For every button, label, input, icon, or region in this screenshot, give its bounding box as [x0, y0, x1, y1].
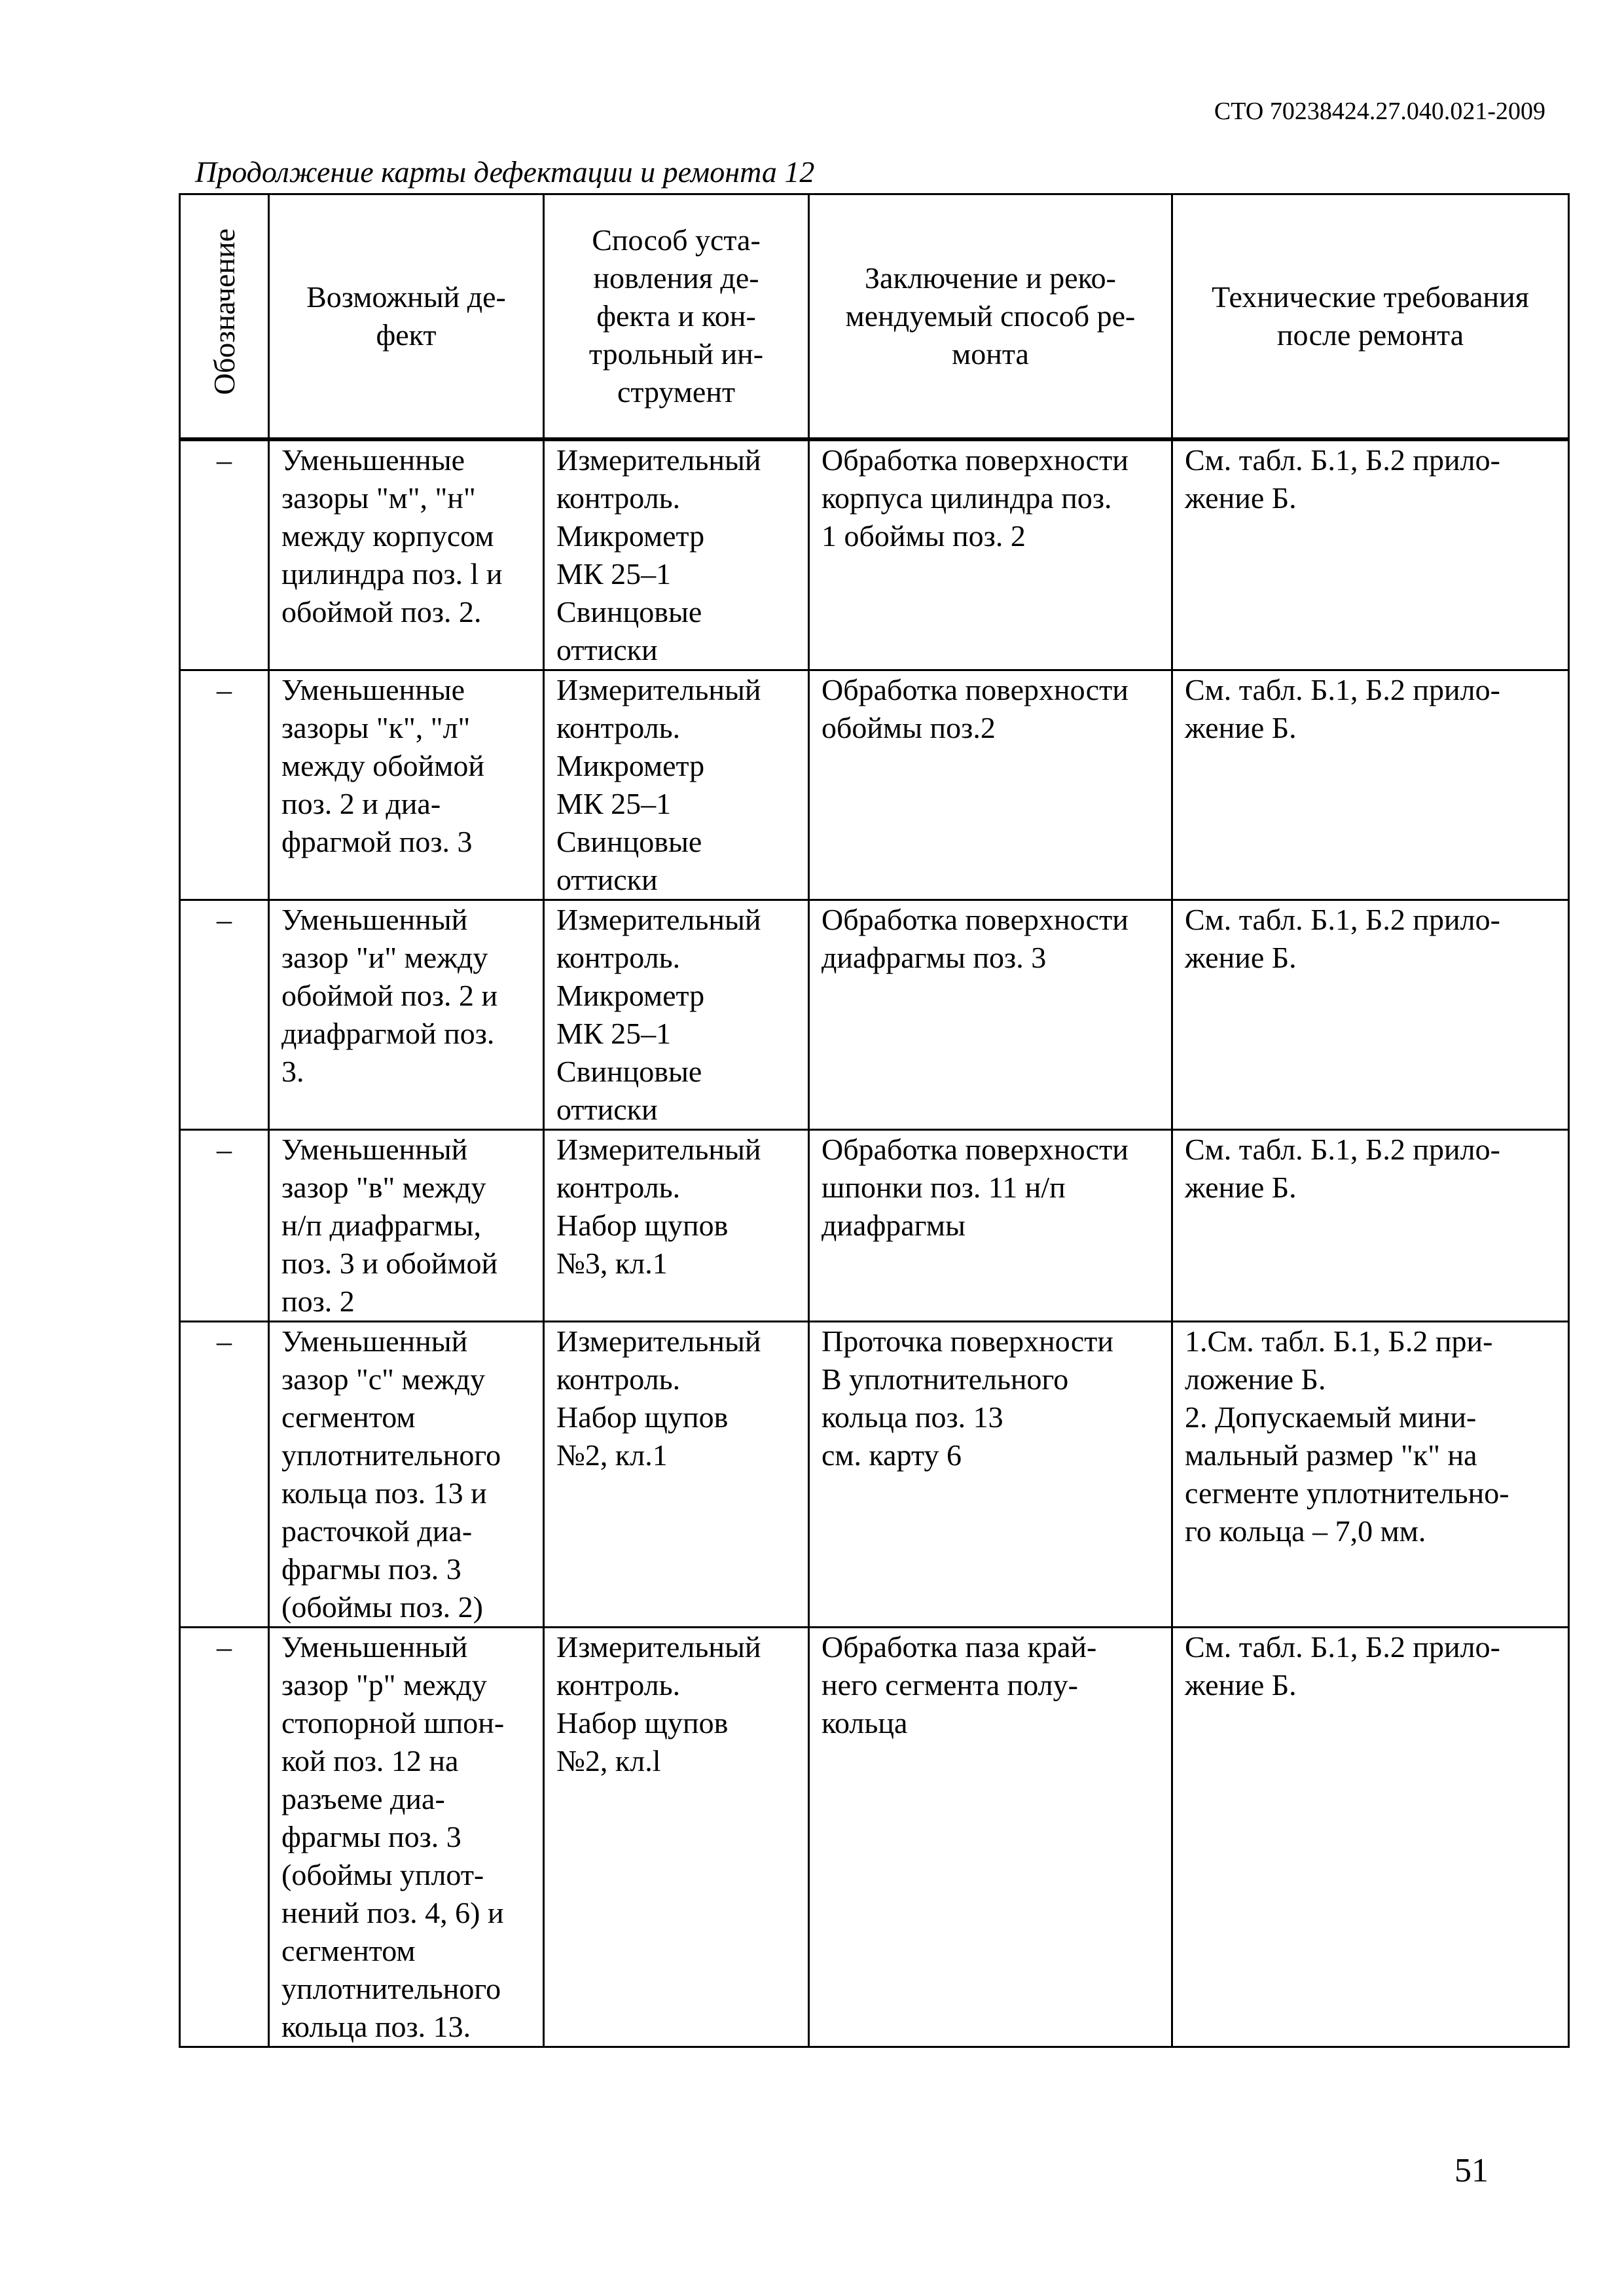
column-header-designation-label: Обозначение [207, 228, 241, 395]
cell-repair: Обработка поверхности обоймы поз.2 [809, 670, 1172, 900]
cell-defect: Уменьшенный зазор "в" между н/п диафрагмы, поз. 3 и обоймой поз. 2 [269, 1130, 544, 1322]
table-row [180, 1628, 1569, 2047]
cell-repair: Обработка поверхности шпонки поз. 11 н/п диафрагмы [809, 1130, 1172, 1322]
table-caption: Продолжение карты дефектации и ремонта 12 [195, 155, 815, 189]
cell-requirements: См. табл. Б.1, Б.2 прило- жение Б. [1172, 439, 1569, 670]
cell-defect: Уменьшенные зазоры "к", "л" между обоймой поз. 2 и диа- фрагмой поз. 3 [269, 670, 544, 900]
cell-designation: – [180, 1628, 269, 2047]
cell-method: Измерительный контроль. Микрометр МК 25–1 Свинцовые оттиски [544, 439, 809, 670]
cell-designation: – [180, 1322, 269, 1628]
column-header-repair: Заключение и реко- мендуемый способ ре- монта [809, 194, 1172, 440]
column-header-defect: Возможный де- фект [269, 194, 544, 440]
cell-defect: Уменьшенные зазоры "м", "н" между корпусом цилиндра поз. l и обоймой поз. 2. [269, 439, 544, 670]
cell-repair: Обработка паза край- него сегмента полу- кольца [809, 1628, 1172, 2047]
defect-repair-table [179, 193, 1570, 2048]
table-row [180, 670, 1569, 900]
cell-requirements: См. табл. Б.1, Б.2 прило- жение Б. [1172, 900, 1569, 1130]
page-number: 51 [1454, 2152, 1489, 2189]
cell-method: Измерительный контроль. Набор щупов №3, кл.1 [544, 1130, 809, 1322]
cell-defect: Уменьшенный зазор "с" между сегментом уплотнительного кольца поз. 13 и расточкой диа- фрагмы поз. 3 (обоймы поз. 2) [269, 1322, 544, 1628]
cell-requirements: См. табл. Б.1, Б.2 прило- жение Б. [1172, 670, 1569, 900]
table-row [180, 900, 1569, 1130]
table-header-row [180, 194, 1569, 440]
cell-designation: – [180, 900, 269, 1130]
cell-requirements: См. табл. Б.1, Б.2 прило- жение Б. [1172, 1130, 1569, 1322]
cell-defect: Уменьшенный зазор "и" между обоймой поз. 2 и диафрагмой поз. 3. [269, 900, 544, 1130]
cell-requirements: 1.См. табл. Б.1, Б.2 при- ложение Б. 2. Допускаемый мини- мальный размер "к" на сегменте уплотнительно- го кольца – 7,0 мм. [1172, 1322, 1569, 1628]
table-row [180, 1322, 1569, 1628]
cell-method: Измерительный контроль. Микрометр МК 25–1 Свинцовые оттиски [544, 670, 809, 900]
cell-designation: – [180, 670, 269, 900]
table-row [180, 1130, 1569, 1322]
column-header-designation [180, 194, 269, 440]
column-header-method: Способ уста- новления де- фекта и кон- трольный ин- струмент [544, 194, 809, 440]
cell-repair: Обработка поверхности корпуса цилиндра поз. 1 обоймы поз. 2 [809, 439, 1172, 670]
column-header-requirements: Технические требования после ремонта [1172, 194, 1569, 440]
cell-defect: Уменьшенный зазор "р" между стопорной шпон- кой поз. 12 на разъеме диа- фрагмы поз. 3 (обоймы уплот- нений поз. 4, 6) и сегментом уплотнительного кольца поз. 13. [269, 1628, 544, 2047]
cell-method: Измерительный контроль. Набор щупов №2, кл.1 [544, 1322, 809, 1628]
cell-method: Измерительный контроль. Набор щупов №2, кл.l [544, 1628, 809, 2047]
cell-repair: Обработка поверхности диафрагмы поз. 3 [809, 900, 1172, 1130]
cell-requirements: См. табл. Б.1, Б.2 прило- жение Б. [1172, 1628, 1569, 2047]
table-row [180, 439, 1569, 670]
cell-method: Измерительный контроль. Микрометр МК 25–1 Свинцовые оттиски [544, 900, 809, 1130]
document-code: СТО 70238424.27.040.021-2009 [1214, 98, 1545, 125]
cell-designation: – [180, 1130, 269, 1322]
cell-designation: – [180, 439, 269, 670]
cell-repair: Проточка поверхности В уплотнительного кольца поз. 13 см. карту 6 [809, 1322, 1172, 1628]
